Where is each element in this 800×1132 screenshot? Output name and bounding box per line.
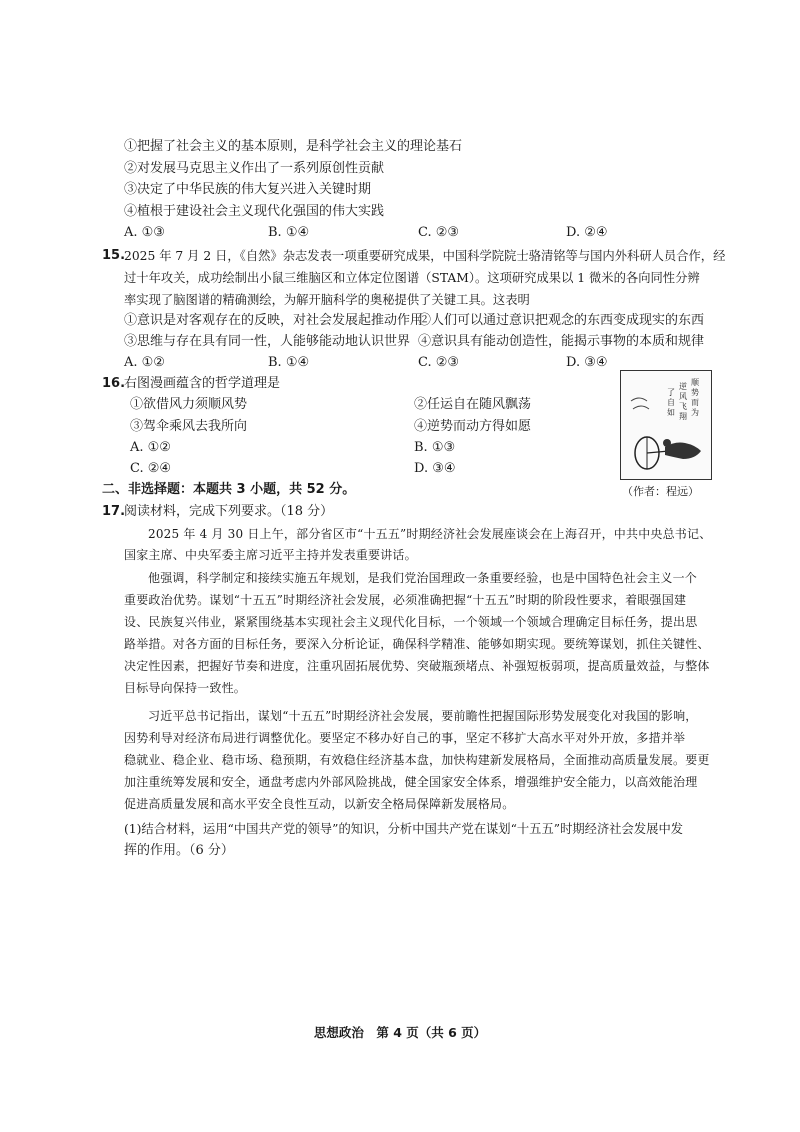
cartoon-char: 风 [679, 392, 687, 401]
q17-material-line: 因势利导对经济布局进行调整优化。要坚定不移办好自己的事，坚定不移扩大高水平对外开放，多措并举 [124, 731, 686, 745]
q15-option-4: ④意识具有能动创造性，能揭示事物的本质和规律 [418, 334, 705, 349]
q15-stem-line-3: 率实现了脑图谱的精确测绘，为解开脑科学的奥秘提供了关键工具。这表明 [124, 293, 530, 307]
q16-option-4: ④逆势而动方得如愿 [414, 419, 532, 434]
q17-material-line: 他强调，科学制定和接续实施五年规划，是我们党治国理政一条重要经验，也是中国特色社会主义一个 [148, 571, 698, 585]
cartoon-credit: （作者：程远） [622, 485, 699, 498]
q16-option-2: ②任运自在随风飘荡 [414, 397, 532, 412]
q17-material-line: 加注重统筹发展和安全，通盘考虑内外部风险挑战，健全国家安全体系，增强维护安全能力，以高效能治理 [124, 775, 698, 789]
cartoon-char: 飞 [679, 402, 687, 411]
q15-stem-line-2: 过十年攻关，成功绘制出小鼠三维脑区和立体定位图谱（STAM）。这项研究成果以 1 微米的各向同性分辨 [124, 271, 700, 285]
q17-material-line: 习近平总书记指出，谋划“十五五”时期经济社会发展，要前瞻性把握国际形势发展变化对我国的影响， [148, 709, 698, 723]
q17-material-line: 重要政治优势。谋划“十五五”时期经济社会发展，必须准确把握“十五五”时期的阶段性要求，着眼强国建 [124, 593, 687, 607]
q17-material-line: 促进高质量发展和高水平安全良性互动，以新安全格局保障新发展格局。 [124, 797, 515, 811]
cartoon-char: 顺 [691, 378, 699, 387]
q16-option-3: ③驾伞乘风去我所向 [130, 419, 248, 434]
q14-choice-d: D. ②④ [566, 225, 608, 240]
q16-choice-a: A. ①② [130, 440, 171, 455]
q16-number: 16. [102, 376, 126, 391]
q14-choice-a: A. ①③ [124, 225, 165, 240]
cartoon-drawing [621, 371, 711, 479]
q15-choice-c: C. ②③ [418, 355, 460, 370]
q17-material-line: 决定性因素，把握好节奏和进度，注重巩固拓展优势、突破瓶颈堵点、补强短板弱项，提高质量效益，与整体 [124, 659, 710, 673]
q17-material-line: 路举措。对各方面的目标任务，要深入分析论证，确保科学精准、能够如期实现。要统筹谋划，抓住关键性、 [124, 637, 710, 651]
q15-option-3: ③思维与存在具有同一性，人能够能动地认识世界 [124, 334, 411, 349]
cartoon-char: 了 [667, 388, 675, 397]
q17-sub1-line-1: (1)结合材料，运用“中国共产党的领导”的知识，分析中国共产党在谋划“十五五”时期经济社会发展中发 [124, 822, 684, 836]
q17-material-line: 国家主席、中央军委主席习近平主持并发表重要讲话。 [124, 548, 417, 562]
q17-instruction: 阅读材料，完成下列要求。（18 分） [124, 504, 334, 519]
q15-choice-a: A. ①② [124, 355, 165, 370]
q17-material-line: 2025 年 4 月 30 日上午，部分省区市“十五五”时期经济社会发展座谈会在上海召开，中共中央总书记、 [148, 527, 712, 541]
cartoon-char: 翔 [679, 412, 687, 421]
q17-material-line: 稳就业、稳企业、稳市场、稳预期，有效稳住经济基本盘，加快构建新发展格局，全面推动高质量发展。要更 [124, 753, 710, 767]
q15-number: 15. [102, 248, 126, 263]
section-title: 二、非选择题：本题共 3 小题，共 52 分。 [102, 482, 356, 497]
q14-option-2: ②对发展马克思主义作出了一系列原创性贡献 [124, 161, 385, 176]
cartoon-char: 逆 [679, 382, 687, 391]
cartoon-char: 而 [691, 398, 699, 407]
q16-choice-c: C. ②④ [130, 461, 172, 476]
q15-choice-d: D. ③④ [566, 355, 608, 370]
q14-option-3: ③决定了中华民族的伟大复兴进入关键时期 [124, 182, 372, 197]
page-footer: 思想政治 第 4 页（共 6 页） [313, 1025, 487, 1040]
q15-option-2: ②人们可以通过意识把观念的东西变成现实的东西 [418, 313, 705, 328]
q16-choice-b: B. ①③ [414, 440, 456, 455]
q14-choice-c: C. ②③ [418, 225, 460, 240]
q15-stem-line-1: 2025 年 7 月 2 日，《自然》杂志发表一项重要研究成果，中国科学院院士骆清铭等与国内外科研人员合作，经 [124, 249, 726, 263]
cartoon-char: 为 [691, 408, 699, 417]
q16-choice-d: D. ③④ [414, 461, 456, 476]
q15-choice-b: B. ①④ [268, 355, 310, 370]
q14-option-1: ①把握了社会主义的基本原则，是科学社会主义的理论基石 [124, 139, 463, 154]
cartoon-char: 如 [667, 408, 675, 417]
q17-material-line: 设、民族复兴伟业，紧紧围绕基本实现社会主义现代化目标，一个领域一个领域合理确定目标任务，提出思 [124, 615, 698, 629]
q16-option-1: ①欲借风力须顺风势 [130, 397, 248, 412]
q14-option-4: ④植根于建设社会主义现代化强国的伟大实践 [124, 204, 385, 219]
cartoon-char: 势 [691, 388, 699, 397]
q17-material-line: 目标导向保持一致性。 [124, 681, 247, 695]
q14-choice-b: B. ①④ [268, 225, 310, 240]
cartoon-char: 自 [667, 398, 675, 407]
q17-sub1-line-2: 挥的作用。（6 分） [124, 843, 234, 858]
q17-number: 17. [102, 504, 126, 519]
q15-option-1: ①意识是对客观存在的反映，对社会发展起推动作用 [124, 313, 424, 328]
q16-stem: 右图漫画蕴含的哲学道理是 [124, 376, 281, 391]
cartoon-image [620, 370, 712, 480]
